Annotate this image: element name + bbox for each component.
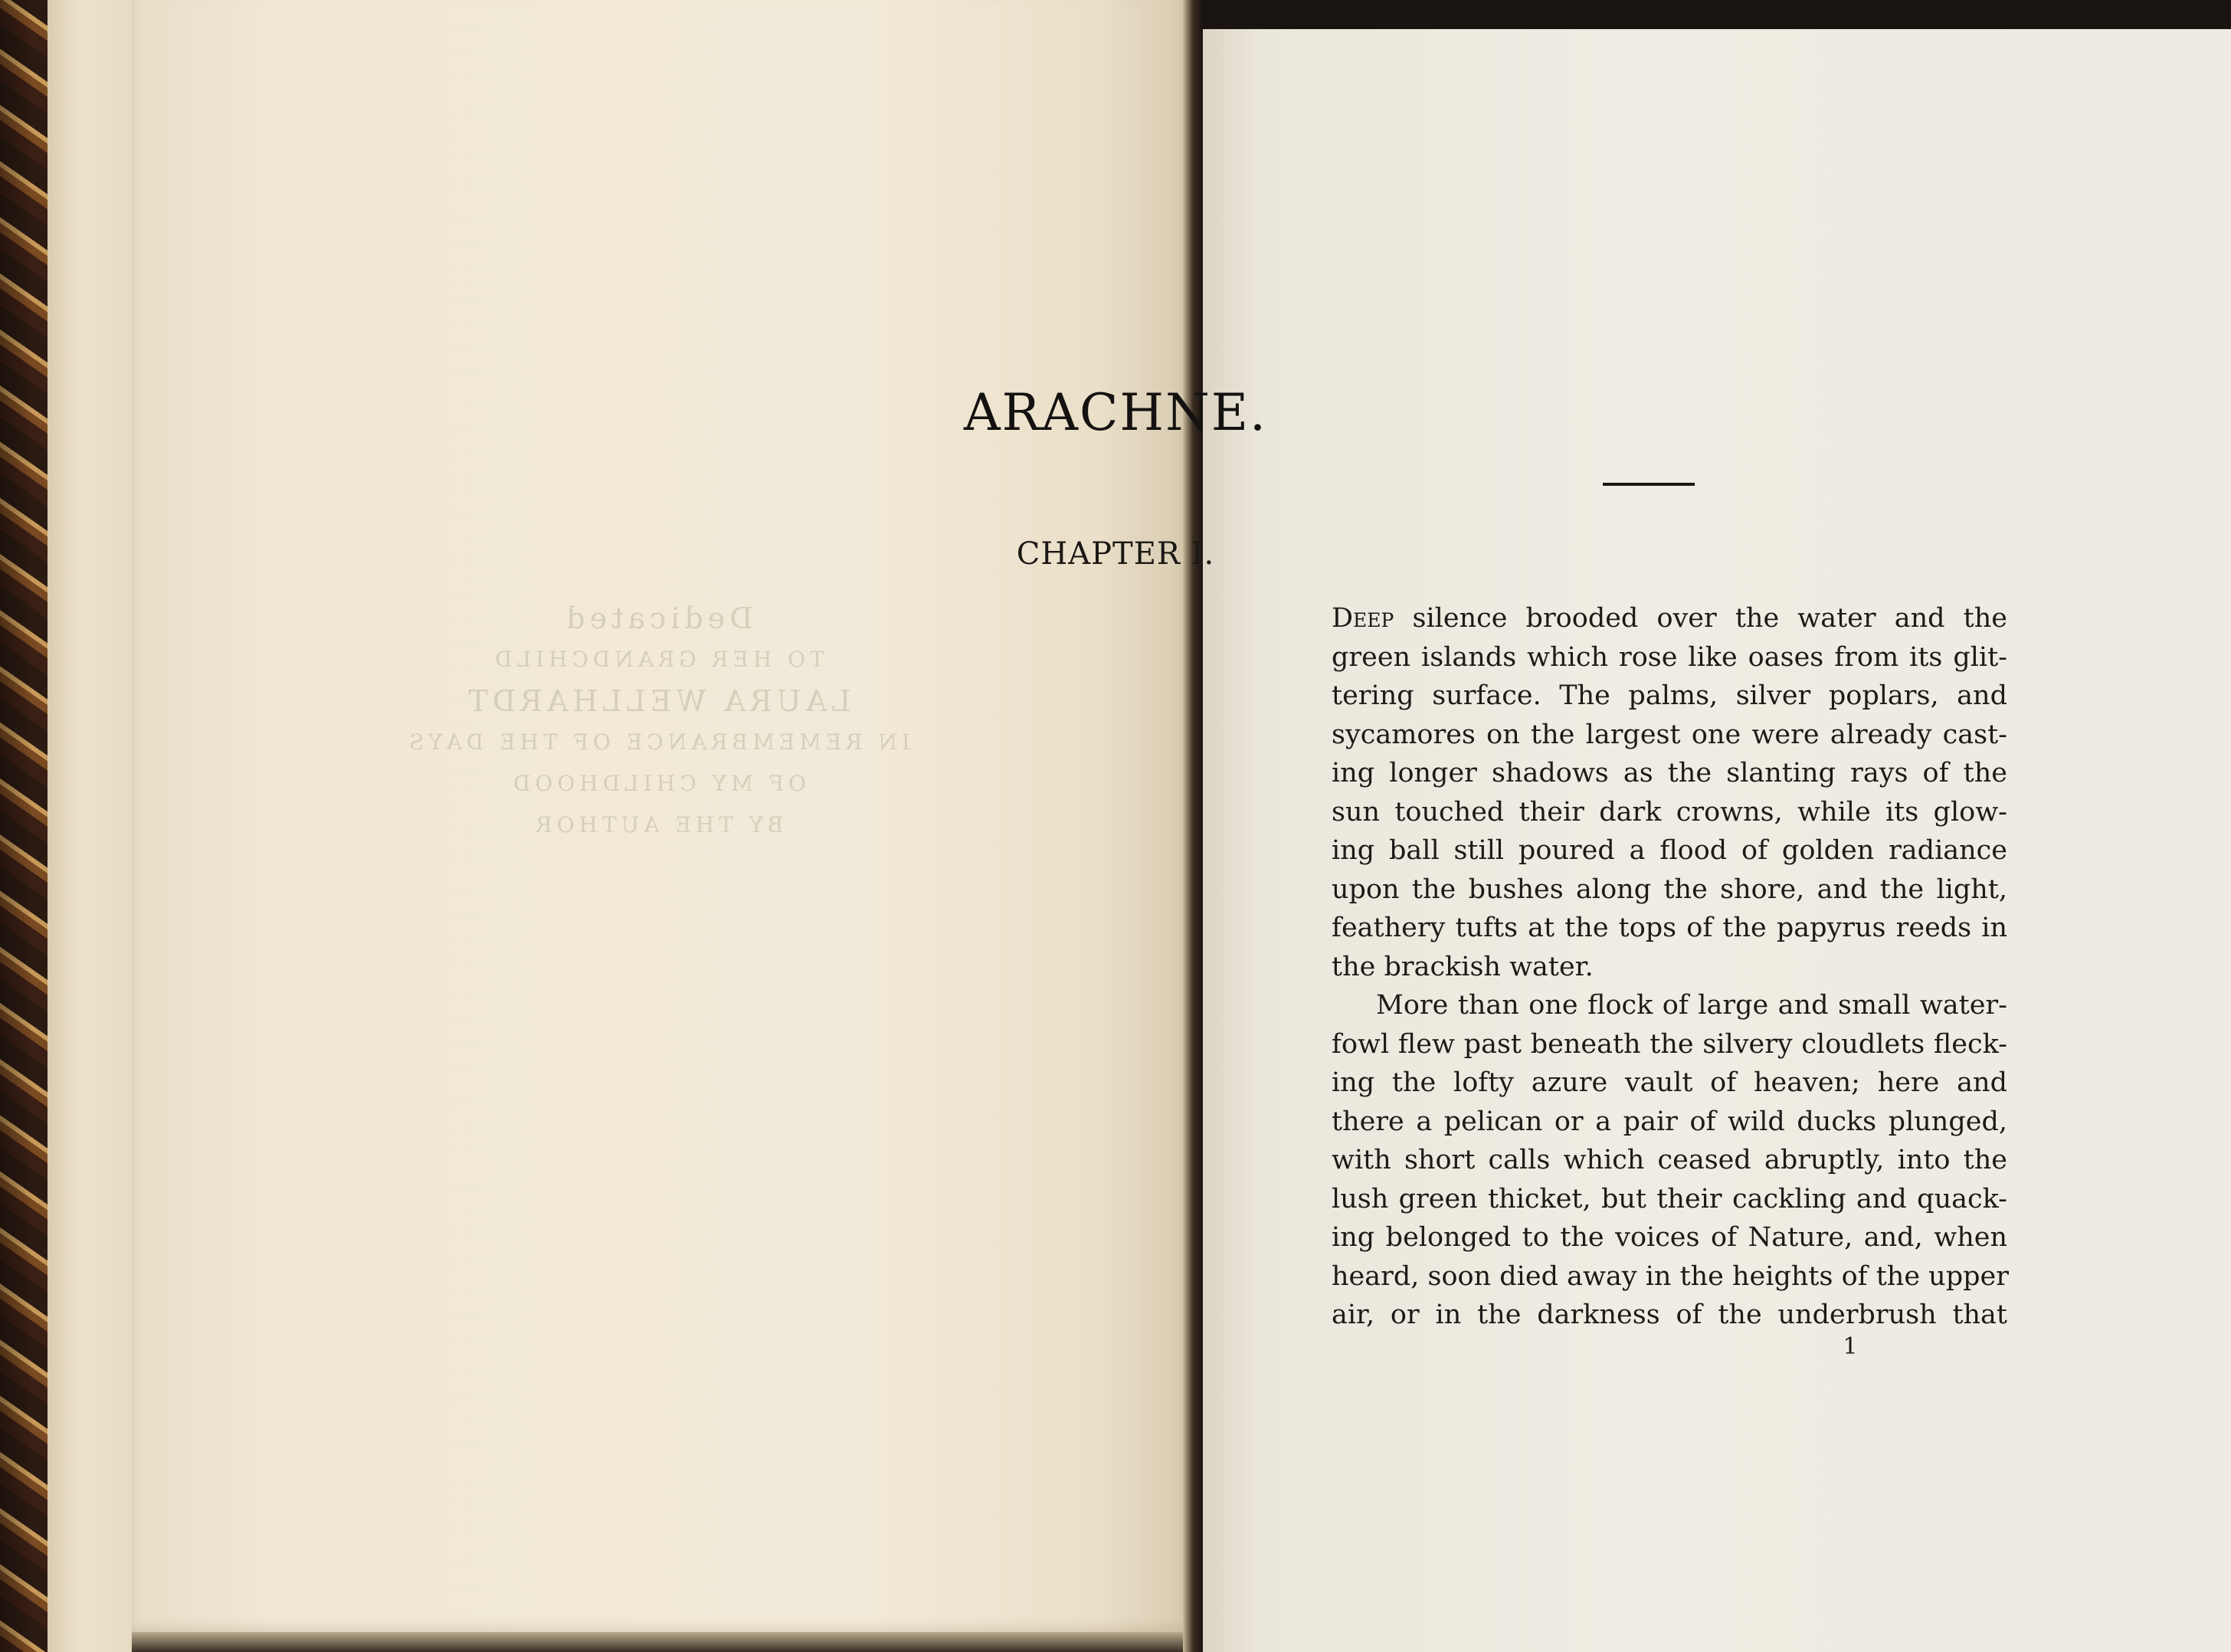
ghost-line: BY THE AUTHOR <box>531 812 784 837</box>
text-line: sun touched their dark crowns, while its glow- <box>1332 796 2007 828</box>
page-number: 1 <box>1843 1333 1858 1360</box>
text-line: green islands which rose like oases from its glit- <box>1332 641 2007 673</box>
ghost-line: IN REMEMBRANCE OF THE DAYS <box>405 729 910 755</box>
chapter-heading: CHAPTER I. <box>1016 536 1215 572</box>
text-line: feathery tufts at the tops of the papyrus reeds in <box>1332 913 2007 943</box>
text-line: with short calls which ceased abruptly, into the <box>1332 1145 2007 1175</box>
text-line-rest: silence brooded over the water and the <box>1394 603 2007 634</box>
text-line: ing ball still poured a flood of golden radiance <box>1332 835 2007 866</box>
text-line <box>1332 599 2007 638</box>
ghost-line: TO HER GRANDCHILD <box>490 647 824 672</box>
text-line: upon the bushes along the shore, and the light, <box>1332 874 2007 905</box>
text-line: heard, soon died away in the heights of the upper <box>1332 1260 2009 1292</box>
ghost-line: OF MY CHILDHOOD <box>508 771 807 796</box>
marbled-cover-edge <box>0 0 48 1652</box>
book-gutter <box>1183 0 1203 1652</box>
text-line: there a pelican or a pair of wild ducks plunged, <box>1332 1106 2007 1137</box>
text-line: lush green thicket, but their cackling and quack- <box>1332 1183 2007 1214</box>
left-page <box>132 0 1183 1632</box>
paragraph-1 <box>1332 599 2007 986</box>
text-line: tering surface. The palms, silver poplars, and <box>1332 680 2007 711</box>
text-line: ing the lofty azure vault of heaven; here and <box>1332 1067 2007 1098</box>
body-text <box>1332 599 2007 1335</box>
book-title: ARACHNE. <box>964 383 1267 442</box>
text-line: the brackish water. <box>1332 951 1594 982</box>
text-line: ing longer shadows as the slanting rays of the <box>1332 758 2007 788</box>
endpaper-edge <box>48 0 133 1652</box>
text-line: air, or in the darkness of the underbrush that <box>1332 1300 2007 1330</box>
ghost-line: LAURA WELLHARDT <box>464 684 851 718</box>
text-line: More than one flock of large and small water- <box>1376 990 2007 1021</box>
text-line: sycamores on the largest one were already cast- <box>1332 719 2007 750</box>
show-through-dedication <box>132 598 1183 846</box>
paragraph-2 <box>1332 986 2007 1335</box>
drop-lead-word: Deep <box>1332 603 1394 634</box>
title-rule <box>1603 483 1695 486</box>
ghost-line: Dedicated <box>562 601 753 635</box>
left-page-bottom-edge <box>132 1632 1183 1652</box>
text-line: ing belonged to the voices of Nature, and, when <box>1332 1222 2007 1253</box>
text-line: fowl flew past beneath the silvery cloudlets fleck- <box>1332 1028 2007 1060</box>
